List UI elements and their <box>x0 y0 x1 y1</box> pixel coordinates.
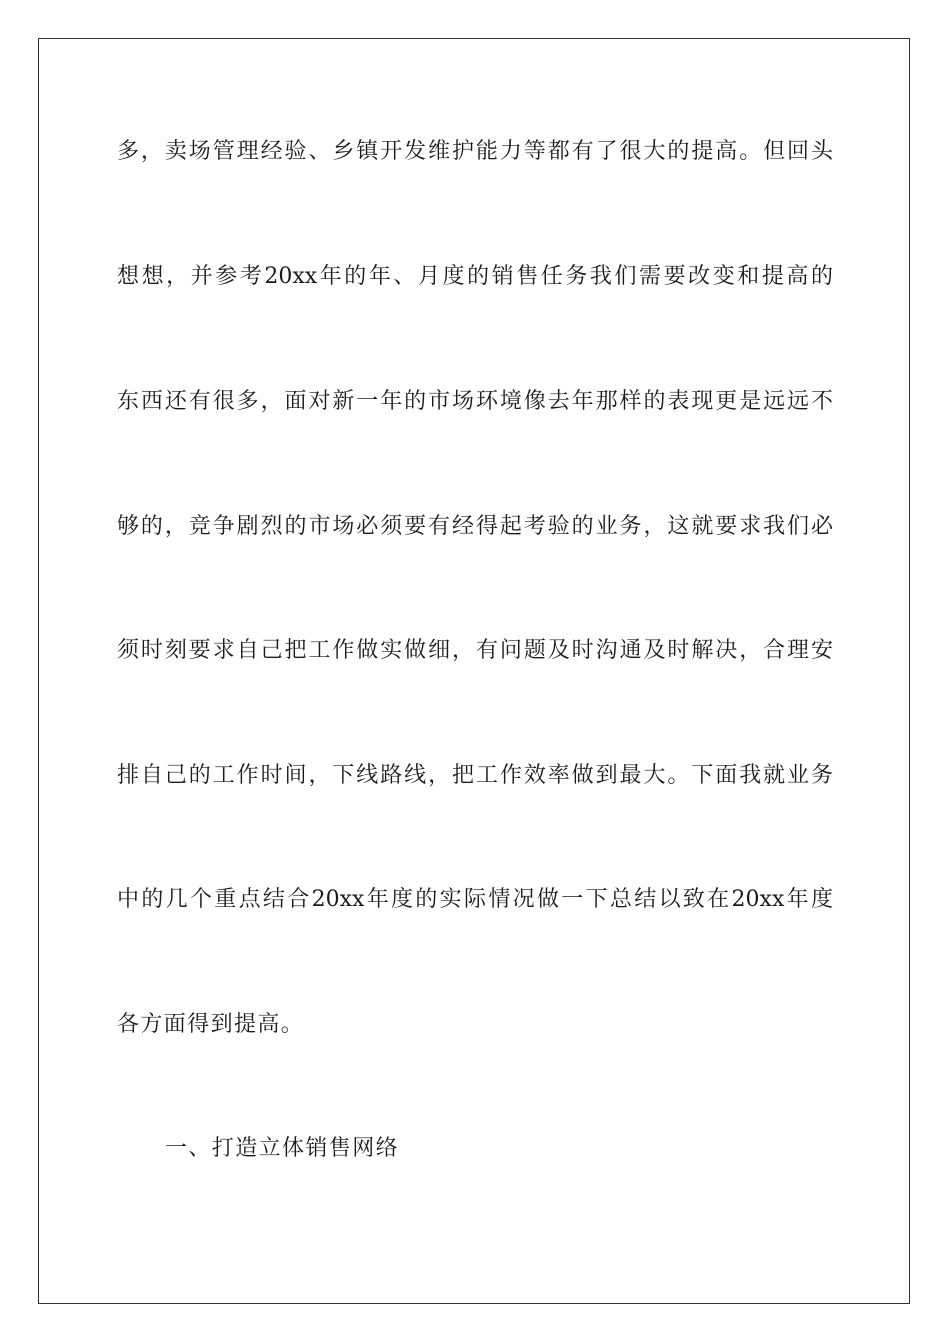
page-frame <box>38 38 910 1304</box>
paragraph-line: 想想，并参考20xx年的年、月度的销售任务我们需要改变和提高的 <box>117 264 833 289</box>
paragraph-line: 中的几个重点结合20xx年度的实际情况做一下总结以致在20xx年度 <box>117 887 833 912</box>
section-heading: 一、打造立体销售网络 <box>165 1136 400 1161</box>
paragraph-line: 东西还有很多，面对新一年的市场环境像去年那样的表现更是远远不 <box>117 389 833 414</box>
paragraph-line: 多，卖场管理经验、乡镇开发维护能力等都有了很大的提高。但回头 <box>117 139 833 164</box>
paragraph-line: 排自己的工作时间，下线路线，把工作效率做到最大。下面我就业务 <box>117 763 833 788</box>
paragraph-line-last: 各方面得到提高。 <box>117 1012 305 1037</box>
paragraph-line: 须时刻要求自己把工作做实做细，有问题及时沟通及时解决，合理安 <box>117 638 833 663</box>
paragraph-line: 够的，竞争剧烈的市场必须要有经得起考验的业务，这就要求我们必 <box>117 514 833 539</box>
